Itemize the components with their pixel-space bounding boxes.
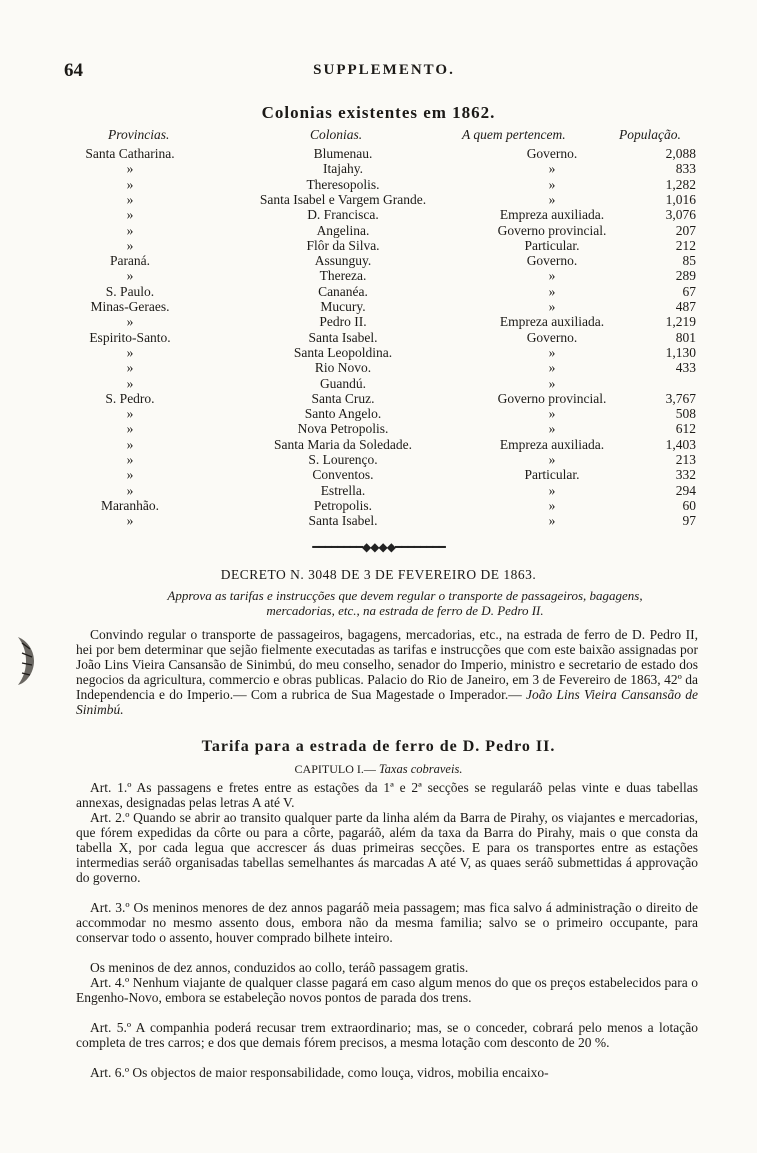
column-header-colonias: Colonias. (310, 127, 363, 142)
table-row (0, 467, 757, 482)
table-row (0, 360, 757, 375)
table-row (0, 192, 757, 207)
cell-population: 612 (675, 421, 696, 437)
cell-owner: » (548, 283, 556, 299)
cell-owner: Governo. (526, 146, 578, 161)
table-row (0, 314, 757, 329)
cell-provincia: » (126, 344, 134, 360)
cell-owner: Governo provincial. (497, 390, 607, 406)
cell-provincia: » (126, 176, 134, 192)
cell-owner: » (548, 360, 556, 376)
cell-provincia: » (126, 207, 134, 223)
cell-colonia: Santa Leopoldina. (293, 344, 393, 360)
cell-provincia: » (126, 237, 134, 253)
cell-owner: Particular. (524, 467, 580, 483)
cell-population: 1,130 (665, 344, 696, 360)
cell-provincia: » (126, 467, 134, 483)
table-row (0, 146, 757, 161)
cell-population: 294 (675, 482, 696, 498)
cell-provincia: » (126, 268, 134, 284)
column-header-population: População. (619, 127, 681, 142)
cell-colonia: Pedro II. (319, 314, 367, 330)
cell-colonia: Santa Maria da Soledade. (274, 436, 412, 452)
cell-colonia: Estrella. (320, 482, 366, 498)
cell-colonia: Mucury. (320, 299, 366, 314)
cell-owner: » (548, 406, 556, 422)
cell-population: 1,282 (665, 176, 696, 192)
table-row (0, 452, 757, 467)
cell-owner: » (548, 482, 556, 498)
cell-owner: Governo. (526, 329, 578, 345)
cell-owner: » (548, 176, 556, 192)
cell-provincia: S. Pedro. (105, 390, 155, 406)
article-5: Art. 5.º A companhia poderá recusar trem extraordinario; mas, se o conceder, cobrará pelo menos a lotação completa de tres carros; e dos que demais fórem precisos, a mesma lotação com desconto de 20 %. (76, 1020, 698, 1050)
cell-provincia: » (126, 360, 134, 376)
cell-colonia: D. Francisca. (307, 207, 379, 223)
cell-colonia: Assunguy. (314, 253, 372, 269)
cell-provincia: » (126, 452, 134, 467)
cell-provincia: » (126, 406, 134, 422)
cell-colonia: Angelina. (316, 222, 370, 238)
cell-owner: » (548, 421, 556, 437)
cell-colonia: Guandú. (319, 375, 367, 391)
cell-population: 487 (675, 299, 696, 314)
table-row (0, 498, 757, 513)
cell-owner: » (548, 513, 556, 529)
page-header (64, 60, 704, 82)
article-1: Art. 1.º As passagens e fretes entre as estações da 1ª e 2ª secções se regularáõ pelas vinte e duas tabellas annexas, designadas pelas letras A até V. (76, 780, 698, 810)
cell-population: 1,016 (665, 191, 696, 207)
article-3-note: Os meninos de dez annos, conduzidos ao collo, teráõ passagem gratis. (90, 960, 469, 975)
ornament-divider: ━━━━━━━━◆◆◆◆━━━━━━━━ (312, 540, 445, 554)
table-row (0, 483, 757, 498)
running-title: SUPPLEMENTO. (313, 62, 455, 78)
table-row (0, 376, 757, 391)
table-row (0, 268, 757, 283)
cell-owner: » (548, 452, 556, 467)
cell-owner: » (548, 344, 556, 360)
cell-population: 3,767 (665, 390, 696, 406)
cell-owner: » (548, 299, 556, 314)
cell-provincia: » (126, 191, 134, 207)
article-6: Art. 6.º Os objectos de maior responsabilidade, como louça, vidros, mobilia encaixo- (90, 1065, 549, 1080)
cell-population: 433 (675, 360, 696, 376)
table-row (0, 330, 757, 345)
cell-population: 60 (682, 497, 696, 513)
cell-colonia: Santa Isabel. (308, 329, 378, 345)
cell-colonia: Petropolis. (313, 497, 373, 513)
cell-owner: » (548, 191, 556, 207)
table-row (0, 437, 757, 452)
table-row (0, 391, 757, 406)
cell-provincia: Minas-Geraes. (90, 299, 170, 314)
cell-population: 833 (675, 161, 696, 177)
table-title: Colonias existentes em 1862. (261, 103, 496, 122)
cell-colonia: Blumenau. (313, 146, 373, 161)
cell-colonia: Santo Angelo. (304, 406, 382, 422)
table-row (0, 238, 757, 253)
margin-ink-mark (14, 633, 40, 689)
cell-population: 212 (675, 237, 696, 253)
cell-owner: Governo provincial. (497, 222, 607, 238)
table-row (0, 223, 757, 238)
cell-owner: » (548, 161, 556, 177)
decree-title: DECRETO N. 3048 DE 3 DE FEVEREIRO DE 1863. (220, 567, 537, 582)
cell-colonia: Santa Isabel. (308, 513, 378, 529)
cell-population: 207 (675, 222, 696, 238)
decree-summary: Approva as tarifas e instrucções que devem regular o transporte de passageiros, bagagens, mercadorias, etc., na estrada de ferro de D. Pedro II. (167, 588, 643, 618)
chapter-title: Taxas cobraveis. (378, 762, 463, 776)
cell-provincia: Maranhão. (100, 497, 160, 513)
article-4: Art. 4.º Nenhum viajante de qualquer classe pagará em caso algum menos do que os preços estabelecidos para o Engenho-Novo, embora se estabeleção novos pontos de parada dos trens. (76, 975, 698, 1005)
table-row (0, 406, 757, 421)
cell-provincia: » (126, 436, 134, 452)
chapter-label: CAPITULO I.— (294, 762, 376, 776)
table-row (0, 513, 757, 528)
cell-population: 332 (675, 467, 696, 483)
cell-colonia: Santa Isabel e Vargem Grande. (259, 191, 427, 207)
cell-population: 85 (682, 253, 696, 269)
cell-colonia: Conventos. (312, 467, 374, 483)
table-row (0, 207, 757, 222)
table-row (0, 345, 757, 360)
cell-colonia: Santa Cruz. (311, 390, 375, 406)
cell-owner: Empreza auxiliada. (499, 207, 605, 223)
cell-population: 801 (675, 329, 696, 345)
column-header-owner: A quem pertencem. (462, 127, 566, 142)
cell-provincia: » (126, 421, 134, 437)
tariff-title: Tarifa para a estrada de ferro de D. Pedro II. (201, 738, 556, 755)
cell-population: 289 (675, 268, 696, 284)
cell-colonia: Nova Petropolis. (297, 421, 389, 437)
cell-colonia: Flôr da Silva. (306, 237, 380, 253)
decree-signature: João Lins Vieira Cansansão de Sinimbú. (76, 687, 699, 717)
cell-provincia: » (126, 513, 134, 529)
cell-provincia: S. Paulo. (105, 283, 155, 299)
cell-owner: Governo. (526, 253, 578, 269)
table-row (0, 177, 757, 192)
cell-population: 1,403 (665, 436, 696, 452)
decree-body-text: Convindo regular o transporte de passageiros, bagagens, mercadorias, etc., na estrada de ferro de D. Pedro II, hei por bem determinar que sejão fielmente executadas as tarifas e instrucções que com este baixão assignadas por João Lins Vieira Cansansão de Sinimbú, do meu conselho, senador do Imperio, ministro e secretario de estado dos negocios da agricultura, commercio e obras publicas. Palacio do Rio de Janeiro, em 3 de Fevereiro de 1863, 42º da Independencia e do Imperio.— Com a rubrica de Sua Magestade o Imperador.— (76, 627, 698, 702)
article-3: Art. 3.º Os meninos menores de dez annos pagaráõ meia passagem; mas fica salvo á administração o direito de accommodar no mesmo assento dous, embora não da mesma familia; salvo se o primeiro occupante, para conservar todo o assento, houver comprado bilhete inteiro. (76, 900, 698, 945)
cell-population: 508 (675, 406, 696, 422)
cell-population: 1,219 (665, 314, 696, 330)
table-row (0, 421, 757, 436)
cell-owner: » (548, 375, 556, 391)
article-2: Art. 2.º Quando se abrir ao transito qualquer parte da linha além da Barra de Pirahy, os viajantes e mercadorias, que fórem expedidas da côrte ou para a côrte, pagaráõ, além da taxa da Barra do Pirahy, mais o que consta da tabella X, por cada legua que accrescer ás duas primeiras secções. E para os transportes entre as estações intermedias seráõ organisadas tabellas semelhantes ás marcadas A até V, as quaes seráõ submettidas á approvação do governo. (76, 810, 698, 885)
cell-colonia: Thereza. (319, 268, 367, 284)
cell-owner: Particular. (524, 237, 580, 253)
cell-population: 3,076 (665, 207, 696, 223)
cell-provincia: Espirito-Santo. (89, 329, 171, 345)
cell-population: 67 (682, 283, 696, 299)
cell-provincia: » (126, 314, 134, 330)
cell-colonia: S. Lourenço. (308, 452, 378, 467)
cell-owner: » (548, 497, 556, 513)
table-row (0, 299, 757, 314)
cell-population: 2,088 (665, 146, 696, 161)
cell-provincia: » (126, 375, 134, 391)
cell-colonia: Cananéa. (318, 283, 368, 299)
cell-provincia: » (126, 161, 134, 177)
cell-provincia: Paraná. (109, 253, 151, 269)
decree-body (76, 627, 698, 717)
cell-colonia: Theresopolis. (306, 176, 380, 192)
page-number: 64 (64, 60, 83, 81)
cell-provincia: » (126, 222, 134, 238)
table-row (0, 161, 757, 176)
cell-colonia: Rio Novo. (314, 360, 372, 376)
chapter-heading (0, 762, 757, 777)
cell-population: 97 (682, 513, 696, 529)
table-row (0, 284, 757, 299)
table-row (0, 253, 757, 268)
cell-colonia: Itajahy. (323, 161, 363, 177)
cell-provincia: Santa Catharina. (85, 146, 175, 161)
cell-owner: Empreza auxiliada. (499, 314, 605, 330)
column-header-provincias: Provincias. (108, 127, 170, 142)
cell-provincia: » (126, 482, 134, 498)
cell-population: 213 (675, 452, 696, 467)
cell-owner: Empreza auxiliada. (499, 436, 605, 452)
cell-owner: » (548, 268, 556, 284)
